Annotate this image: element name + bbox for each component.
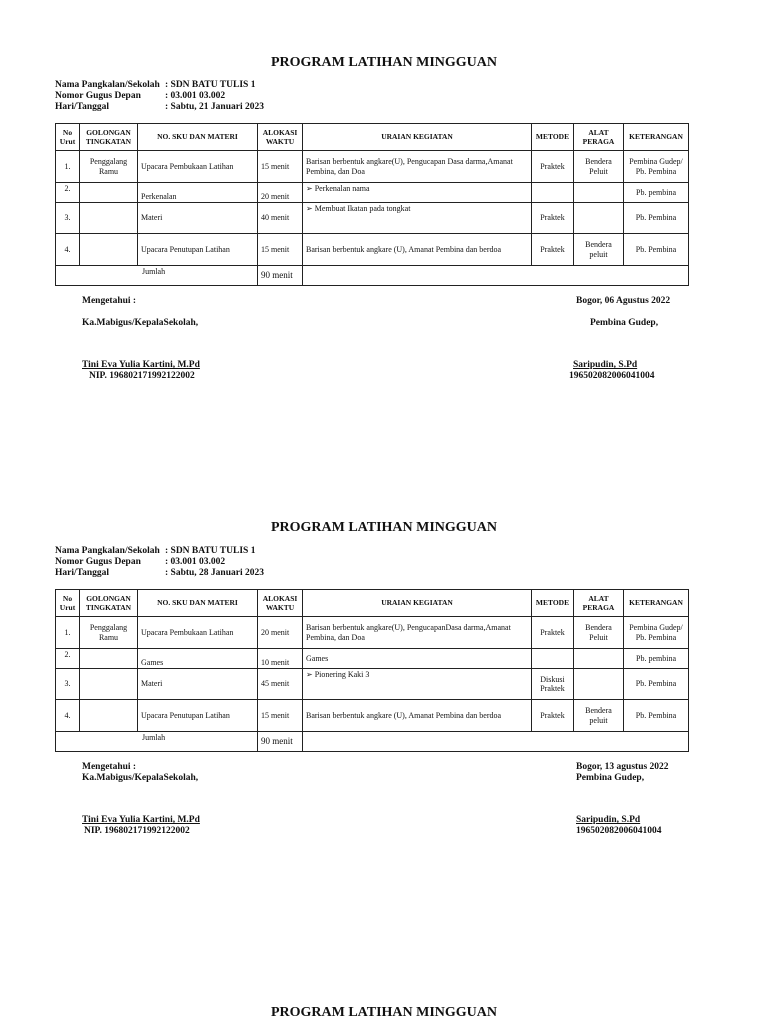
info-label: Hari/Tanggal [55,102,110,112]
left-heading: Mengetahui : [82,762,137,772]
cell-sku: Upacara Pembukaan Latihan [138,617,258,649]
col-header-metode: METODE [532,124,574,151]
left-role: Ka.Mabigus/KepalaSekolah, [82,318,199,328]
info-value: : SDN BATU TULIS 1 [165,546,256,556]
col-header-alat: ALAT PERAGA [574,590,624,617]
cell-golongan: Penggalang Ramu [80,151,138,183]
cell-keterangan: Pb. Pembina [624,669,689,700]
cell-uraian: Barisan berbentuk angkare(U), Pengucapan Dasa darma,Amanat Pembina, dan Doa [303,151,532,183]
program-table [55,589,689,752]
col-header-no: No Urut [56,124,80,151]
cell-no: 4. [56,234,80,266]
cell-sku: Games [138,649,258,669]
table-header-row [56,124,689,151]
table-row [56,649,689,669]
cell-sku: Materi [138,669,258,700]
col-header-no: No Urut [56,590,80,617]
cell-metode: Praktek [532,203,574,234]
cell-waktu: 15 menit [258,234,303,266]
info-value: : Sabtu, 21 Januari 2023 [165,102,264,112]
cell-uraian: Games [303,649,532,669]
cell-waktu: 40 menit [258,203,303,234]
cell-alat [574,203,624,234]
cell-keterangan: Pb. Pembina [624,203,689,234]
cell-golongan [80,669,138,700]
cell-no: 4. [56,700,80,732]
sheet-title: PROGRAM LATIHAN MINGGUAN [270,55,498,70]
program-table [55,123,689,286]
info-label: Nama Pangkalan/Sekolah [55,546,160,556]
col-header-keterangan: KETERANGAN [624,124,689,151]
bullet-item: ➢ Perkenalan nama [306,184,370,193]
col-header-sku: NO. SKU DAN MATERI [138,590,258,617]
col-header-golongan: GOLONGAN TINGKATAN [80,124,138,151]
cell-no: 1. [56,151,80,183]
col-header-alokasi: ALOKASI WAKTU [258,124,303,151]
total-label: Jumlah [56,732,258,752]
info-value: : 03.001 03.002 [165,557,226,567]
col-header-uraian: URAIAN KEGIATAN [303,124,532,151]
col-header-alat: ALAT PERAGA [574,124,624,151]
info-label: Nomor Gugus Depan [55,91,141,101]
cell-waktu: 15 menit [258,700,303,732]
sheet-title: PROGRAM LATIHAN MINGGUAN [270,520,498,535]
cell-metode: Praktek [532,700,574,732]
cell-metode: Praktek [532,151,574,183]
info-value: : 03.001 03.002 [165,91,226,101]
right-role: Pembina Gudep, [576,773,645,783]
cell-keterangan: Pembina Gudep/ Pb. Pembina [624,151,689,183]
cell-golongan [80,700,138,732]
left-signer-nip: NIP. 196802171992122002 [84,826,190,836]
cell-alat: Bendera peluit [574,700,624,732]
cell-keterangan: Pb. Pembina [624,700,689,732]
cell-golongan [80,183,138,203]
cell-no: 1. [56,617,80,649]
total-empty [303,266,689,286]
right-signer-nip: 196502082006041004 [569,371,655,381]
info-label: Nomor Gugus Depan [55,557,141,567]
col-header-keterangan: KETERANGAN [624,590,689,617]
table-row [56,151,689,183]
sheet-title-3: PROGRAM LATIHAN MINGGUAN [270,1005,498,1020]
total-value: 90 menit [258,732,303,752]
col-header-sku: NO. SKU DAN MATERI [138,124,258,151]
table-row [56,700,689,732]
right-signer-name: Saripudin, S.Pd [573,360,638,370]
cell-waktu: 15 menit [258,151,303,183]
left-signer-nip: NIP. 196802171992122002 [89,371,195,381]
right-place-date: Bogor, 06 Agustus 2022 [576,296,671,306]
table-row [56,183,689,203]
bullet-item: ➢ Pionering Kaki 3 [306,670,369,679]
table-row [56,669,689,700]
cell-alat [574,669,624,700]
total-value: 90 menit [258,266,303,286]
cell-metode: Praktek [532,617,574,649]
info-value: : Sabtu, 28 Januari 2023 [165,568,264,578]
table-row [56,203,689,234]
info-label: Hari/Tanggal [55,568,110,578]
left-signer-name: Tini Eva Yulia Kartini, M.Pd [82,815,200,825]
col-header-metode: METODE [532,590,574,617]
right-signer-name: Saripudin, S.Pd [576,815,641,825]
cell-waktu: 10 menit [258,649,303,669]
cell-no: 3. [56,203,80,234]
cell-no: 2. [56,183,80,203]
cell-metode [532,183,574,203]
col-header-alokasi: ALOKASI WAKTU [258,590,303,617]
cell-alat: Bendera Peluit [574,151,624,183]
cell-alat [574,183,624,203]
table-total-row [56,732,689,752]
cell-golongan [80,649,138,669]
cell-golongan [80,203,138,234]
cell-metode [532,649,574,669]
table-total-row [56,266,689,286]
right-place-date: Bogor, 13 agustus 2022 [576,762,669,772]
sheet-info [55,80,264,113]
col-header-uraian: URAIAN KEGIATAN [303,590,532,617]
cell-alat [574,649,624,669]
left-signer-name: Tini Eva Yulia Kartini, M.Pd [82,360,200,370]
cell-sku: Perkenalan [138,183,258,203]
cell-sku: Upacara Pembukaan Latihan [138,151,258,183]
cell-no: 3. [56,669,80,700]
right-signer-nip: 196502082006041004 [576,826,662,836]
bullet-item: ➢ Membuat Ikatan pada tongkat [306,204,410,213]
cell-no: 2. [56,649,80,669]
left-role: Ka.Mabigus/KepalaSekolah, [82,773,199,783]
cell-keterangan: Pembina Gudep/ Pb. Pembina [624,617,689,649]
total-label: Jumlah [56,266,258,286]
info-value: : SDN BATU TULIS 1 [165,80,256,90]
cell-keterangan: Pb. pembina [624,649,689,669]
sheet-info [55,546,264,579]
cell-uraian [303,203,532,234]
cell-sku: Upacara Penutupan Latihan [138,700,258,732]
cell-metode: Praktek [532,234,574,266]
cell-uraian: Barisan berbentuk angkare (U), Amanat Pembina dan berdoa [303,234,532,266]
cell-uraian [303,669,532,700]
table-row [56,617,689,649]
table-row [56,234,689,266]
cell-alat: Bendera Peluit [574,617,624,649]
cell-sku: Materi [138,203,258,234]
cell-waktu: 45 menit [258,669,303,700]
cell-metode: Diskusi Praktek [532,669,574,700]
col-header-golongan: GOLONGAN TINGKATAN [80,590,138,617]
cell-alat: Bendera peluit [574,234,624,266]
cell-waktu: 20 menit [258,617,303,649]
cell-sku: Upacara Penutupan Latihan [138,234,258,266]
total-empty [303,732,689,752]
cell-waktu: 20 menit [258,183,303,203]
cell-keterangan: Pb. pembina [624,183,689,203]
info-label: Nama Pangkalan/Sekolah [55,80,160,90]
cell-uraian: Barisan berbentuk angkare(U), PengucapanDasa darma,Amanat Pembina, dan Doa [303,617,532,649]
cell-golongan [80,234,138,266]
right-role: Pembina Gudep, [590,318,659,328]
cell-uraian [303,183,532,203]
cell-keterangan: Pb. Pembina [624,234,689,266]
table-header-row [56,590,689,617]
cell-golongan: Penggalang Ramu [80,617,138,649]
left-heading: Mengetahui : [82,296,137,306]
cell-uraian: Barisan berbentuk angkare (U), Amanat Pembina dan berdoa [303,700,532,732]
